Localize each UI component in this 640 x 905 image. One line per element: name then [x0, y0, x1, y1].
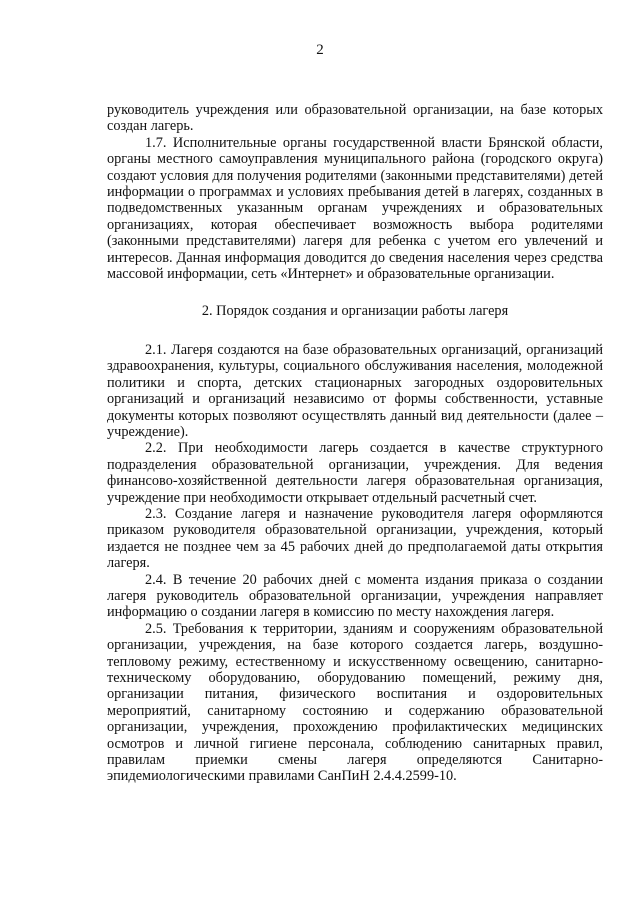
paragraph-1-7: 1.7. Исполнительные органы государственной власти Брянской области, органы местного самоуправления муниципального района (городского округа) создают условия для получения родителями (законными представителями) детей информации о программах и условиях пребывания детей в лагерях, созданных в подведомственных указанным органам учреждениях и образовательных организациях, которая обеспечивает возможность выбора родителями (законными представителями) лагеря для ребенка с учетом его увлечений и интересов. Данная информация доводится до сведения населения через средства массовой информации, сеть «Интернет» и образовательные организации.: [107, 134, 603, 283]
paragraph-2-3: 2.3. Создание лагеря и назначение руководителя лагеря оформляются приказом руководителя образовательной организации, учреждения, который издается не позднее чем за 45 рабочих дней до предполагаемой даты открытия лагеря.: [107, 505, 603, 572]
document-body: [107, 102, 603, 785]
paragraph-2-4: 2.4. В течение 20 рабочих дней с момента издания приказа о создании лагеря руководитель образовательной организации, учреждения направляет информацию о создании лагеря в комиссию по месту нахождения лагеря.: [107, 571, 603, 621]
section-2-title: 2. Порядок создания и организации работы лагеря: [201, 303, 509, 320]
paragraph-2-5: 2.5. Требования к территории, зданиям и сооружениям образовательной организации, учреждения, на базе которого создается лагерь, воздушно-тепловому режиму, естественному и искусственному освещению, санитарно-техническому оборудованию, оборудованию помещений, режиму дня, организации питания, физического воспитания и оздоровительных мероприятий, санитарному состоянию и содержанию образовательной организации, учреждения, прохождению профилактических медицинских осмотров и личной гигиене персонала, соблюдению санитарных правил, правилам приемки смены лагеря определяются Санитарно-эпидемиологическими правилами СанПиН 2.4.4.2599-10.: [107, 620, 603, 785]
paragraph-continuation: руководитель учреждения или образовательной организации, на базе которых создан лагерь.: [107, 102, 603, 135]
paragraph-2-2: 2.2. При необходимости лагерь создается в качестве структурного подразделения образовательной организации, учреждения. Для ведения финансово-хозяйственной деятельности лагеря образовательная организация, учреждение при необходимости открывает отдельный расчетный счет.: [107, 440, 603, 506]
page-number: 2: [316, 42, 324, 58]
paragraph-2-1: 2.1. Лагеря создаются на базе образовательных организаций, организаций здравоохранения, культуры, социального обслуживания населения, молодежной политики и спорта, детских стационарных загородных оздоровительных организаций и организаций независимо от формы собственности, уставные документы которых позволяют осуществлять данный вид деятельности (далее – учреждение).: [107, 341, 603, 440]
